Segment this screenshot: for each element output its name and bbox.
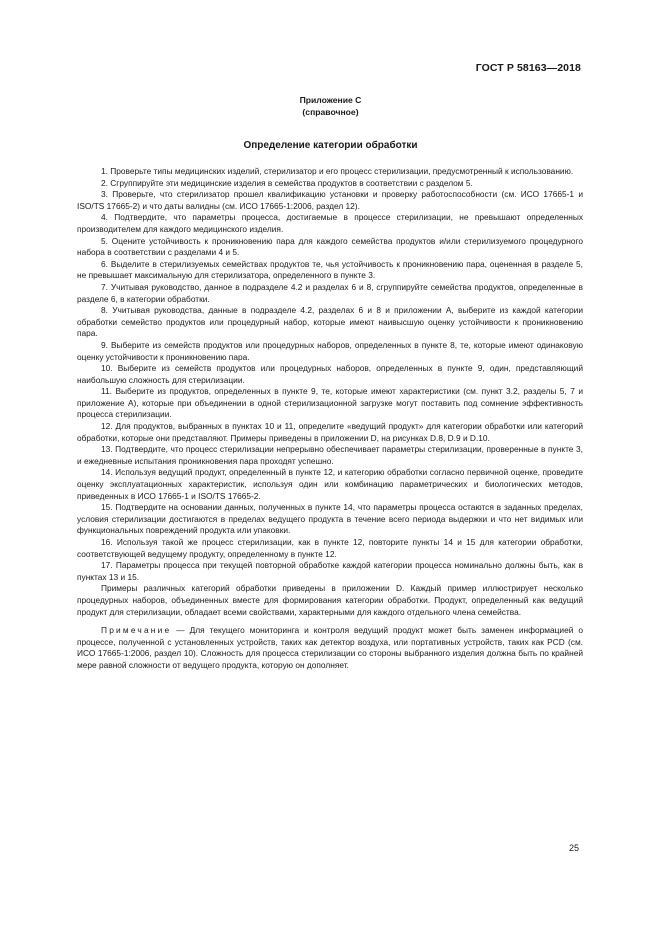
paragraph-12: 12. Для продуктов, выбранных в пунктах 10 и 11, определите «ведущий продукт» для категории обработки или категорий обработки, которые они представляют. Примеры приведены в приложении D, на рисунках D.8, D.9 и D.10.	[77, 421, 583, 443]
paragraph-8: 8. Учитывая руководства, данные в подразделе 4.2, разделах 6 и 8 и приложении А, выберите из каждой категории обработки семейство продуктов или процедурный набор, которые имеют наивысшую оценку устойчивости к проникновению пара.	[77, 305, 583, 339]
paragraph-15: 15. Подтвердите на основании данных, полученных в пункте 14, что параметры процесса остаются в заданных пределах, условия стерилизации достигаются в пределах ведущего продукта в течение всего периода выдержки и что нет видимых или функциональных повреждений продукта или упаковки.	[77, 502, 583, 536]
paragraph-2: 2. Сгруппируйте эти медицинские изделия в семейства продуктов в соответствии с разделом 5.	[101, 177, 473, 188]
paragraph-examples: Примеры различных категорий обработки приведены в приложении D. Каждый пример иллюстрирует несколько процедурных наборов, объединенных вместе для формирования категории обработки. Продукт, определенный как ведущий продукт для стерилизации, обладает всеми свойствами, характерными для каждого отдельного члена семейства.	[77, 583, 583, 617]
note	[77, 625, 583, 671]
note-text: Для текущего мониторинга и контроля ведущий продукт может быть заменен информацией о процессе, полученной с установленных устройств, таких как детектор воздуха, или портативных устройств, таких как PCD (см. ИСО 17665-1:2006, раздел 10). Сложность для процесса стерилизации со стороны выбранного изделия должна быть по крайней мере равной сложности от ведущего продукта, которую он дополняет.	[77, 625, 583, 670]
annex-title: Приложение C	[299, 95, 362, 105]
paragraph-9: 9. Выберите из семейств продуктов или процедурных наборов, определенных в пункте 8, те, которые имеют одинаковую оценку устойчивости к проникновению пара.	[77, 339, 583, 362]
paragraph-6: 6. Выделите в стерилизуемых семействах продуктов те, чья устойчивость к проникновению пара, оцененная в разделе 5, не превышает максимальную для стерилизатора, определенного в пункте 3.	[77, 258, 583, 281]
paragraph-11: 11. Выберите из продуктов, определенных в пункте 9, те, которые имеют характеристики (см. пункт 3.2, разделы 5, 7 и приложение А), которые при объединении в одной стерилизационной загрузке могут поставить под сомнение эффективность процесса стерилизации.	[77, 386, 583, 420]
annex-subtitle: (справочное)	[302, 107, 359, 117]
standard-code: ГОСТ Р 58163—2018	[475, 62, 581, 74]
paragraph-10: 10. Выберите из семейств продуктов или процедурных наборов, определенных в пункте 9, один, представляющий наибольшую сложность для стерилизации.	[77, 363, 583, 385]
paragraph-4: 4. Подтвердите, что параметры процесса, достигаемые в процессе стерилизации, не превышают определенных производителем для каждого медицинского изделия.	[77, 212, 583, 234]
document-body	[77, 166, 583, 672]
annex-heading	[0, 94, 661, 118]
paragraph-14: 14. Используя ведущий продукт, определенный в пункте 12, и категорию обработки согласно первичной оценке, проведите оценку эксплуатационных характеристик, используя один или комбинацию параметрических и биологических методов, приведенных в ИСО 17665-1 и ISO/TS 17665-2.	[77, 467, 583, 501]
paragraph-7: 7. Учитывая руководство, данное в подразделе 4.2 и разделах 6 и 8, сгруппируйте семейства продуктов, определенные в разделе 6, в категории обработки.	[77, 281, 583, 304]
paragraph-16: 16. Используя такой же процесс стерилизации, как в пункте 12, повторите пункты 14 и 15 для категории обработки, соответствующей ведущему продукту, определенному в пункте 12.	[77, 537, 583, 559]
paragraph-5: 5. Оцените устойчивость к проникновению пара для каждого семейства продуктов и/или стерилизуемого процедурного набора в соответствии с разделами 4 и 5.	[77, 235, 583, 258]
section-title: Определение категории обработки	[243, 140, 418, 151]
paragraph-3: 3. Проверьте, что стерилизатор прошел квалификацию установки и проверку работоспособности (см. ИСО 17665-1 и ISO/TS 17665-2) и что даты валидны (см. ИСО 17665-1:2006, раздел 12).	[77, 189, 583, 211]
note-dash: —	[171, 625, 190, 636]
paragraph-1: 1. Проверьте типы медицинских изделий, стерилизатор и его процесс стерилизации, предусмотренный к использованию.	[101, 166, 574, 176]
note-label: Примечание	[101, 625, 172, 636]
paragraph-13: 13. Подтвердите, что процесс стерилизации непрерывно обеспечивает параметры стерилизации, проверенные в пункте 3, и ежедневные испытания проникновения пара проходят успешно.	[77, 444, 583, 466]
page-number: 25	[568, 843, 579, 853]
paragraph-17: 17. Параметры процесса при текущей повторной обработке каждой категории процесса номинально должны быть, как в пунктах 13 и 15.	[77, 560, 583, 582]
